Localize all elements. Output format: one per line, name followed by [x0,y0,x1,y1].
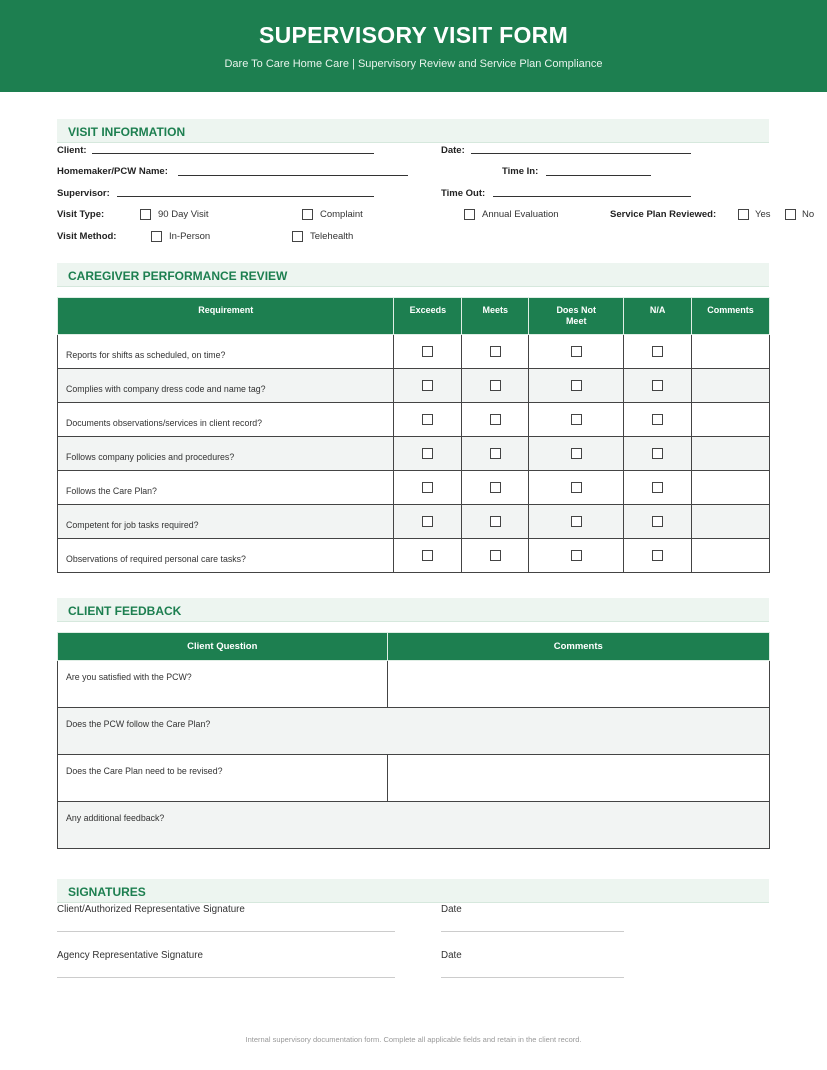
requirement-cell: Competent for job tasks required? [58,505,394,539]
col-does-not-meet-label: Does Not Meet [556,305,596,326]
comments-cell[interactable] [692,403,770,437]
performance-section-header [57,263,769,287]
comments-cell[interactable] [692,335,770,369]
table-row [58,708,770,755]
does-not-meet-checkbox[interactable] [571,414,582,425]
feedback-comments-cell[interactable] [387,661,769,708]
agency-signature-label: Agency Representative Signature [57,950,203,961]
feedback-comments-cell[interactable] [387,708,769,755]
exceeds-checkbox[interactable] [422,448,433,459]
visit-type-90-day-label: 90 Day Visit [158,209,209,220]
performance-table [57,297,770,573]
visit-method-telehealth-checkbox[interactable] [292,231,303,242]
comments-cell[interactable] [692,539,770,573]
visit-method-telehealth-label: Telehealth [310,231,354,242]
meets-checkbox[interactable] [490,346,501,357]
service-plan-no-checkbox[interactable] [785,209,796,220]
col-does-not-meet [529,298,624,335]
visit-type-label: Visit Type: [57,209,105,220]
service-plan-yes-checkbox[interactable] [738,209,749,220]
requirement-cell: Reports for shifts as scheduled, on time? [58,335,394,369]
client-signature-label: Client/Authorized Representative Signature [57,904,245,915]
na-checkbox[interactable] [652,550,663,561]
exceeds-checkbox[interactable] [422,516,433,527]
agency-signature-date-label: Date [441,950,462,961]
feedback-comments-cell[interactable] [387,802,769,849]
meets-checkbox[interactable] [490,550,501,561]
meets-checkbox[interactable] [490,448,501,459]
supervisor-field[interactable] [117,196,374,197]
table-row [58,403,770,437]
question-cell: Any additional feedback? [58,802,388,849]
time-in-label: Time In: [502,166,539,177]
comments-cell[interactable] [692,505,770,539]
footer-note: Internal supervisory documentation form. Complete all applicable fields and retain in the client record. [245,1035,582,1044]
visit-type-complaint-label: Complaint [320,209,363,220]
na-checkbox[interactable] [652,414,663,425]
meets-checkbox[interactable] [490,414,501,425]
supervisor-label: Supervisor: [57,188,110,199]
visit-type-complaint-checkbox[interactable] [302,209,313,220]
feedback-table [57,632,770,849]
visit-method-in-person-checkbox[interactable] [151,231,162,242]
visit-info-section-header [57,119,769,143]
performance-header-row [58,298,770,335]
service-plan-label: Service Plan Reviewed: [610,209,717,220]
form-title: SUPERVISORY VISIT FORM [258,22,569,48]
header-banner [0,0,827,92]
question-cell: Does the Care Plan need to be revised? [58,755,388,802]
na-checkbox[interactable] [652,482,663,493]
question-cell: Does the PCW follow the Care Plan? [58,708,388,755]
table-row [58,369,770,403]
visit-info-heading: VISIT INFORMATION [68,125,186,139]
na-checkbox[interactable] [652,346,663,357]
requirement-cell: Observations of required personal care tasks? [58,539,394,573]
time-out-field[interactable] [493,196,691,197]
col-feedback-comments: Comments [387,633,769,661]
na-checkbox[interactable] [652,516,663,527]
comments-cell[interactable] [692,369,770,403]
does-not-meet-checkbox[interactable] [571,346,582,357]
requirement-cell: Documents observations/services in client record? [58,403,394,437]
requirement-cell: Follows the Care Plan? [58,471,394,505]
meets-checkbox[interactable] [490,380,501,391]
feedback-comments-cell[interactable] [387,755,769,802]
time-out-label: Time Out: [441,188,486,199]
homemaker-label: Homemaker/PCW Name: [57,166,168,177]
table-row [58,802,770,849]
service-plan-no-label: No [802,209,815,220]
exceeds-checkbox[interactable] [422,346,433,357]
requirement-cell: Follows company policies and procedures? [58,437,394,471]
na-checkbox[interactable] [652,448,663,459]
col-requirement: Requirement [58,298,394,335]
client-signature-date-field[interactable] [441,931,624,932]
visit-type-90-day-checkbox[interactable] [140,209,151,220]
does-not-meet-checkbox[interactable] [571,550,582,561]
visit-method-label: Visit Method: [57,231,117,242]
comments-cell[interactable] [692,437,770,471]
table-row [58,437,770,471]
does-not-meet-checkbox[interactable] [571,482,582,493]
col-na: N/A [624,298,692,335]
feedback-section-header [57,598,769,622]
col-exceeds: Exceeds [394,298,462,335]
does-not-meet-checkbox[interactable] [571,516,582,527]
table-row [58,661,770,708]
col-comments: Comments [692,298,770,335]
agency-signature-date-field[interactable] [441,977,624,978]
client-label: Client: [57,145,87,156]
time-in-field[interactable] [546,175,651,176]
table-row [58,505,770,539]
signatures-section-header [57,879,769,903]
visit-type-annual-label: Annual Evaluation [482,209,559,220]
exceeds-checkbox[interactable] [422,482,433,493]
service-plan-yes-label: Yes [755,209,771,220]
feedback-heading: CLIENT FEEDBACK [68,604,182,618]
client-signature-field[interactable] [57,931,395,932]
col-client-question: Client Question [58,633,388,661]
feedback-header-row [58,633,770,661]
meets-checkbox[interactable] [490,516,501,527]
meets-checkbox[interactable] [490,482,501,493]
homemaker-field[interactable] [178,175,408,176]
table-row [58,471,770,505]
agency-signature-field[interactable] [57,977,395,978]
performance-heading: CAREGIVER PERFORMANCE REVIEW [68,269,288,283]
does-not-meet-checkbox[interactable] [571,380,582,391]
date-label: Date: [441,145,465,156]
table-row [58,539,770,573]
form-subtitle: Dare To Care Home Care | Supervisory Review and Service Plan Compliance [224,58,603,70]
exceeds-checkbox[interactable] [422,414,433,425]
signatures-heading: SIGNATURES [68,885,146,899]
comments-cell[interactable] [692,471,770,505]
does-not-meet-checkbox[interactable] [571,448,582,459]
exceeds-checkbox[interactable] [422,380,433,391]
exceeds-checkbox[interactable] [422,550,433,561]
col-meets: Meets [462,298,529,335]
table-row [58,755,770,802]
visit-type-annual-checkbox[interactable] [464,209,475,220]
visit-method-in-person-label: In-Person [169,231,211,242]
question-cell: Are you satisfied with the PCW? [58,661,388,708]
table-row [58,335,770,369]
na-checkbox[interactable] [652,380,663,391]
date-field[interactable] [471,153,691,154]
requirement-cell: Complies with company dress code and name tag? [58,369,394,403]
client-signature-date-label: Date [441,904,462,915]
client-field[interactable] [92,153,374,154]
